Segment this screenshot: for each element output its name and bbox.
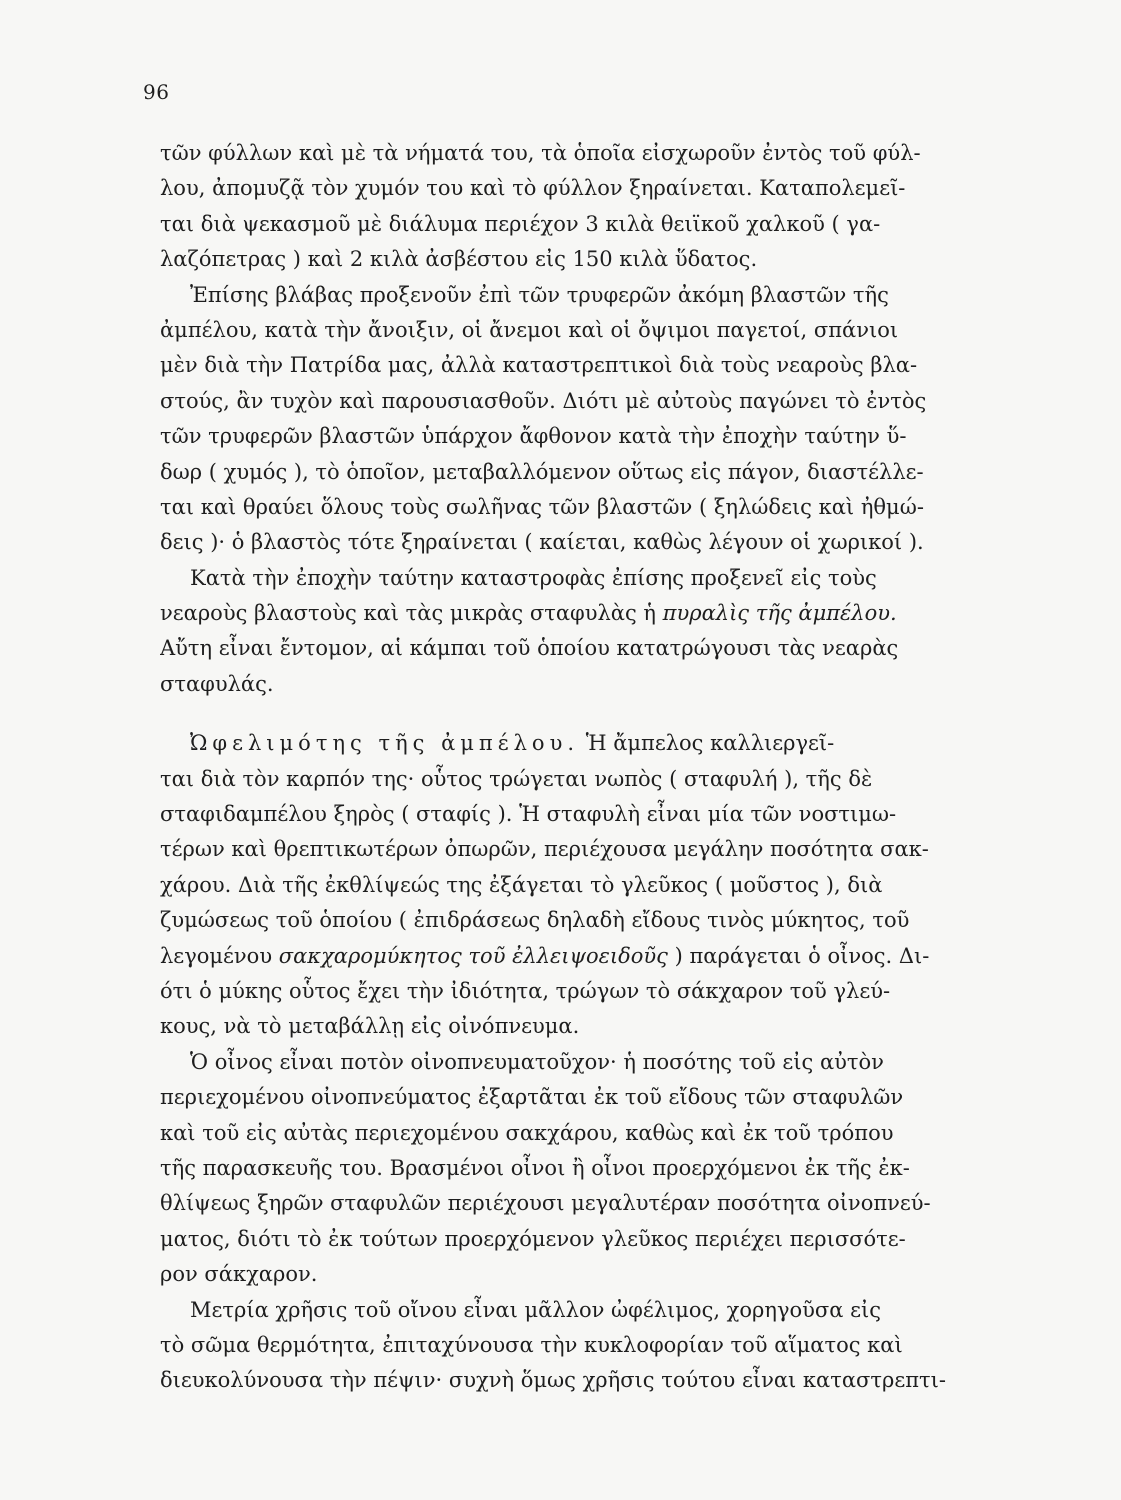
text-line: ματος, διότι τὸ ἐκ τούτων προερχόμενον γλεῦκος περιέχει περισσότε- — [160, 1226, 906, 1251]
text-line: τῶν φύλλων καὶ μὲ τὰ νήματά του, τὰ ὁποῖα εἰσχωροῦν ἐντὸς τοῦ φύλ- — [160, 141, 921, 165]
text-line: ότι ὁ μύκης οὗτος ἔχει τὴν ἰδιότητα, τρώγων τὸ σάκχαρον τοῦ γλεύ- — [160, 978, 891, 1003]
text-line — [160, 939, 1020, 974]
text-line: μὲν διὰ τὴν Πατρίδα μας, ἀλλὰ καταστρεπτικοὶ διὰ τοὺς νεαροὺς βλα- — [160, 353, 918, 378]
text-line: κους, νὰ τὸ μεταβάλλῃ εἰς οἰνόπνευμα. — [160, 1014, 580, 1039]
text-line: Αὔτη εἶναι ἔντομον, αἱ κάμπαι τοῦ ὁποίου κατατρώγουσι τὰς νεαρὰς — [160, 636, 899, 661]
text-line: θλίψεως ξηρῶν σταφυλῶν περιέχουσι μεγαλυτέραν ποσότητα οἰνοπνεύ- — [160, 1191, 931, 1216]
text-line: τέρων καὶ θρεπτικωτέρων ὀπωρῶν, περιέχουσα μεγάλην ποσότητα σακ- — [160, 837, 929, 862]
paragraph-gap — [160, 702, 1020, 726]
text-line-rest: Ἡ ἄμπελος καλλιεργεῖ- — [585, 731, 835, 756]
text-line: τῆς παρασκευῆς του. Βρασμένοι οἶνοι ἢ οἶνοι προερχόμενοι ἐκ τῆς ἐκ- — [160, 1155, 910, 1180]
text-line: σταφυλάς. — [160, 671, 274, 696]
italic-term-pyralis: πυραλὶς τῆς ἀμπέλου. — [662, 601, 897, 626]
paragraph-moderate-use — [160, 1293, 1020, 1399]
text-line: χάρου. Διὰ τῆς ἐκθλίψεώς της ἐξάγεται τὸ γλεῦκος ( μοῦστος ), διὰ — [160, 872, 883, 897]
paragraph-downy-mildew-treatment — [160, 136, 1020, 278]
paragraph-usefulness-of-vine — [160, 726, 1020, 1045]
text-line: ἀμπέλου, κατὰ τὴν ἄνοιξιν, οἱ ἄνεμοι καὶ οἱ ὄψιμοι παγετοί, σπάνιοι — [160, 317, 899, 342]
text-line: ρον σάκχαρον. — [160, 1262, 318, 1287]
italic-term-saccharomyces: σακχαρομύκητος τοῦ ἐλλειψοειδοῦς — [278, 943, 668, 968]
page-number: 96 — [143, 80, 170, 104]
text-line — [160, 596, 1020, 631]
page-body-text — [160, 136, 1020, 1399]
text-line: Ἐπίσης βλάβας προξενοῦν ἐπὶ τῶν τρυφερῶν ἀκόμη βλαστῶν τῆς — [190, 282, 889, 307]
text-line: Μετρία χρῆσις τοῦ οἴνου εἶναι μᾶλλον ὠφέλιμος, χορηγοῦσα εἰς — [190, 1297, 882, 1322]
text-line-start: λεγομένου — [160, 943, 273, 968]
text-line: περιεχομένου οἰνοπνεύματος ἐξαρτᾶται ἐκ τοῦ εἴδους τῶν σταφυλῶν — [160, 1085, 904, 1110]
text-line: δωρ ( χυμός ), τὸ ὁποῖον, μεταβαλλόμενον οὕτως εἰς πάγον, διαστέλλε- — [160, 459, 924, 484]
text-line: Κατὰ τὴν ἐποχὴν ταύτην καταστροφὰς ἐπίσης προξενεῖ εἰς τοὺς — [190, 565, 877, 590]
text-line: λου, ἀπομυζᾷ τὸν χυμόν του καὶ τὸ φύλλον ξηραίνεται. Καταπολεμεῖ- — [160, 176, 906, 201]
paragraph-winds-and-frost — [160, 278, 1020, 561]
text-line: ται διὰ ψεκασμοῦ μὲ διάλυμα περιέχον 3 κιλὰ θειϊκοῦ χαλκοῦ ( γα- — [160, 211, 881, 236]
text-line-start: νεαροὺς βλαστοὺς καὶ τὰς μικρὰς σταφυλὰς ἡ — [160, 601, 656, 626]
text-line: ται διὰ τὸν καρπόν της· οὗτος τρώγεται νωπὸς ( σταφυλή ), τῆς δὲ — [160, 766, 873, 791]
text-line: τῶν τρυφερῶν βλαστῶν ὑπάρχον ἄφθονον κατὰ τὴν ἐποχὴν ταύτην ὕ- — [160, 424, 907, 449]
text-line: δεις )· ὁ βλαστὸς τότε ξηραίνεται ( καίεται, καθὼς λέγουν οἱ χωρικοί ). — [160, 530, 924, 555]
text-line: διευκολύνουσα τὴν πέψιν· συχνὴ ὅμως χρῆσις τούτου εἶναι καταστρεπτι- — [160, 1368, 946, 1393]
text-line: λαζόπετρας ) καὶ 2 κιλὰ ἀσβέστου εἰς 150 κιλὰ ὕδατος. — [160, 247, 758, 272]
text-line: ται καὶ θραύει ὅλους τοὺς σωλῆνας τῶν βλαστῶν ( ξηλώδεις καὶ ἠθμώ- — [160, 494, 924, 519]
text-line: καὶ τοῦ εἰς αὐτὰς περιεχομένου σακχάρου, καθὼς καὶ ἐκ τοῦ τρόπου — [160, 1120, 894, 1145]
text-line: τὸ σῶμα θερμότητα, ἐπιταχύνουσα τὴν κυκλοφορίαν τοῦ αἵματος καὶ — [160, 1332, 903, 1357]
text-line: ζυμώσεως τοῦ ὁποίου ( ἐπιδράσεως δηλαδὴ εἴδους τινὸς μύκητος, τοῦ — [160, 908, 910, 933]
section-heading: Ὠφελιμότης τῆς ἀμπέλου. — [190, 731, 580, 756]
text-line: σταφιδαμπέλου ξηρὸς ( σταφίς ). Ἡ σταφυλὴ εἶναι μία τῶν νοστιμω- — [160, 802, 897, 827]
text-line — [160, 726, 1020, 761]
paragraph-vine-moth — [160, 561, 1020, 703]
paragraph-wine-alcohol — [160, 1045, 1020, 1293]
text-line-end: ) παράγεται ὁ οἶνος. Δι- — [674, 943, 930, 968]
text-line: Ὁ οἶνος εἶναι ποτὸν οἰνοπνευματοῦχον· ἡ ποσότης τοῦ εἰς αὐτὸν — [190, 1049, 884, 1074]
text-line: στούς, ἂν τυχὸν καὶ παρουσιασθοῦν. Διότι μὲ αὐτοὺς παγώνει τὸ ἐντὸς — [160, 388, 927, 413]
